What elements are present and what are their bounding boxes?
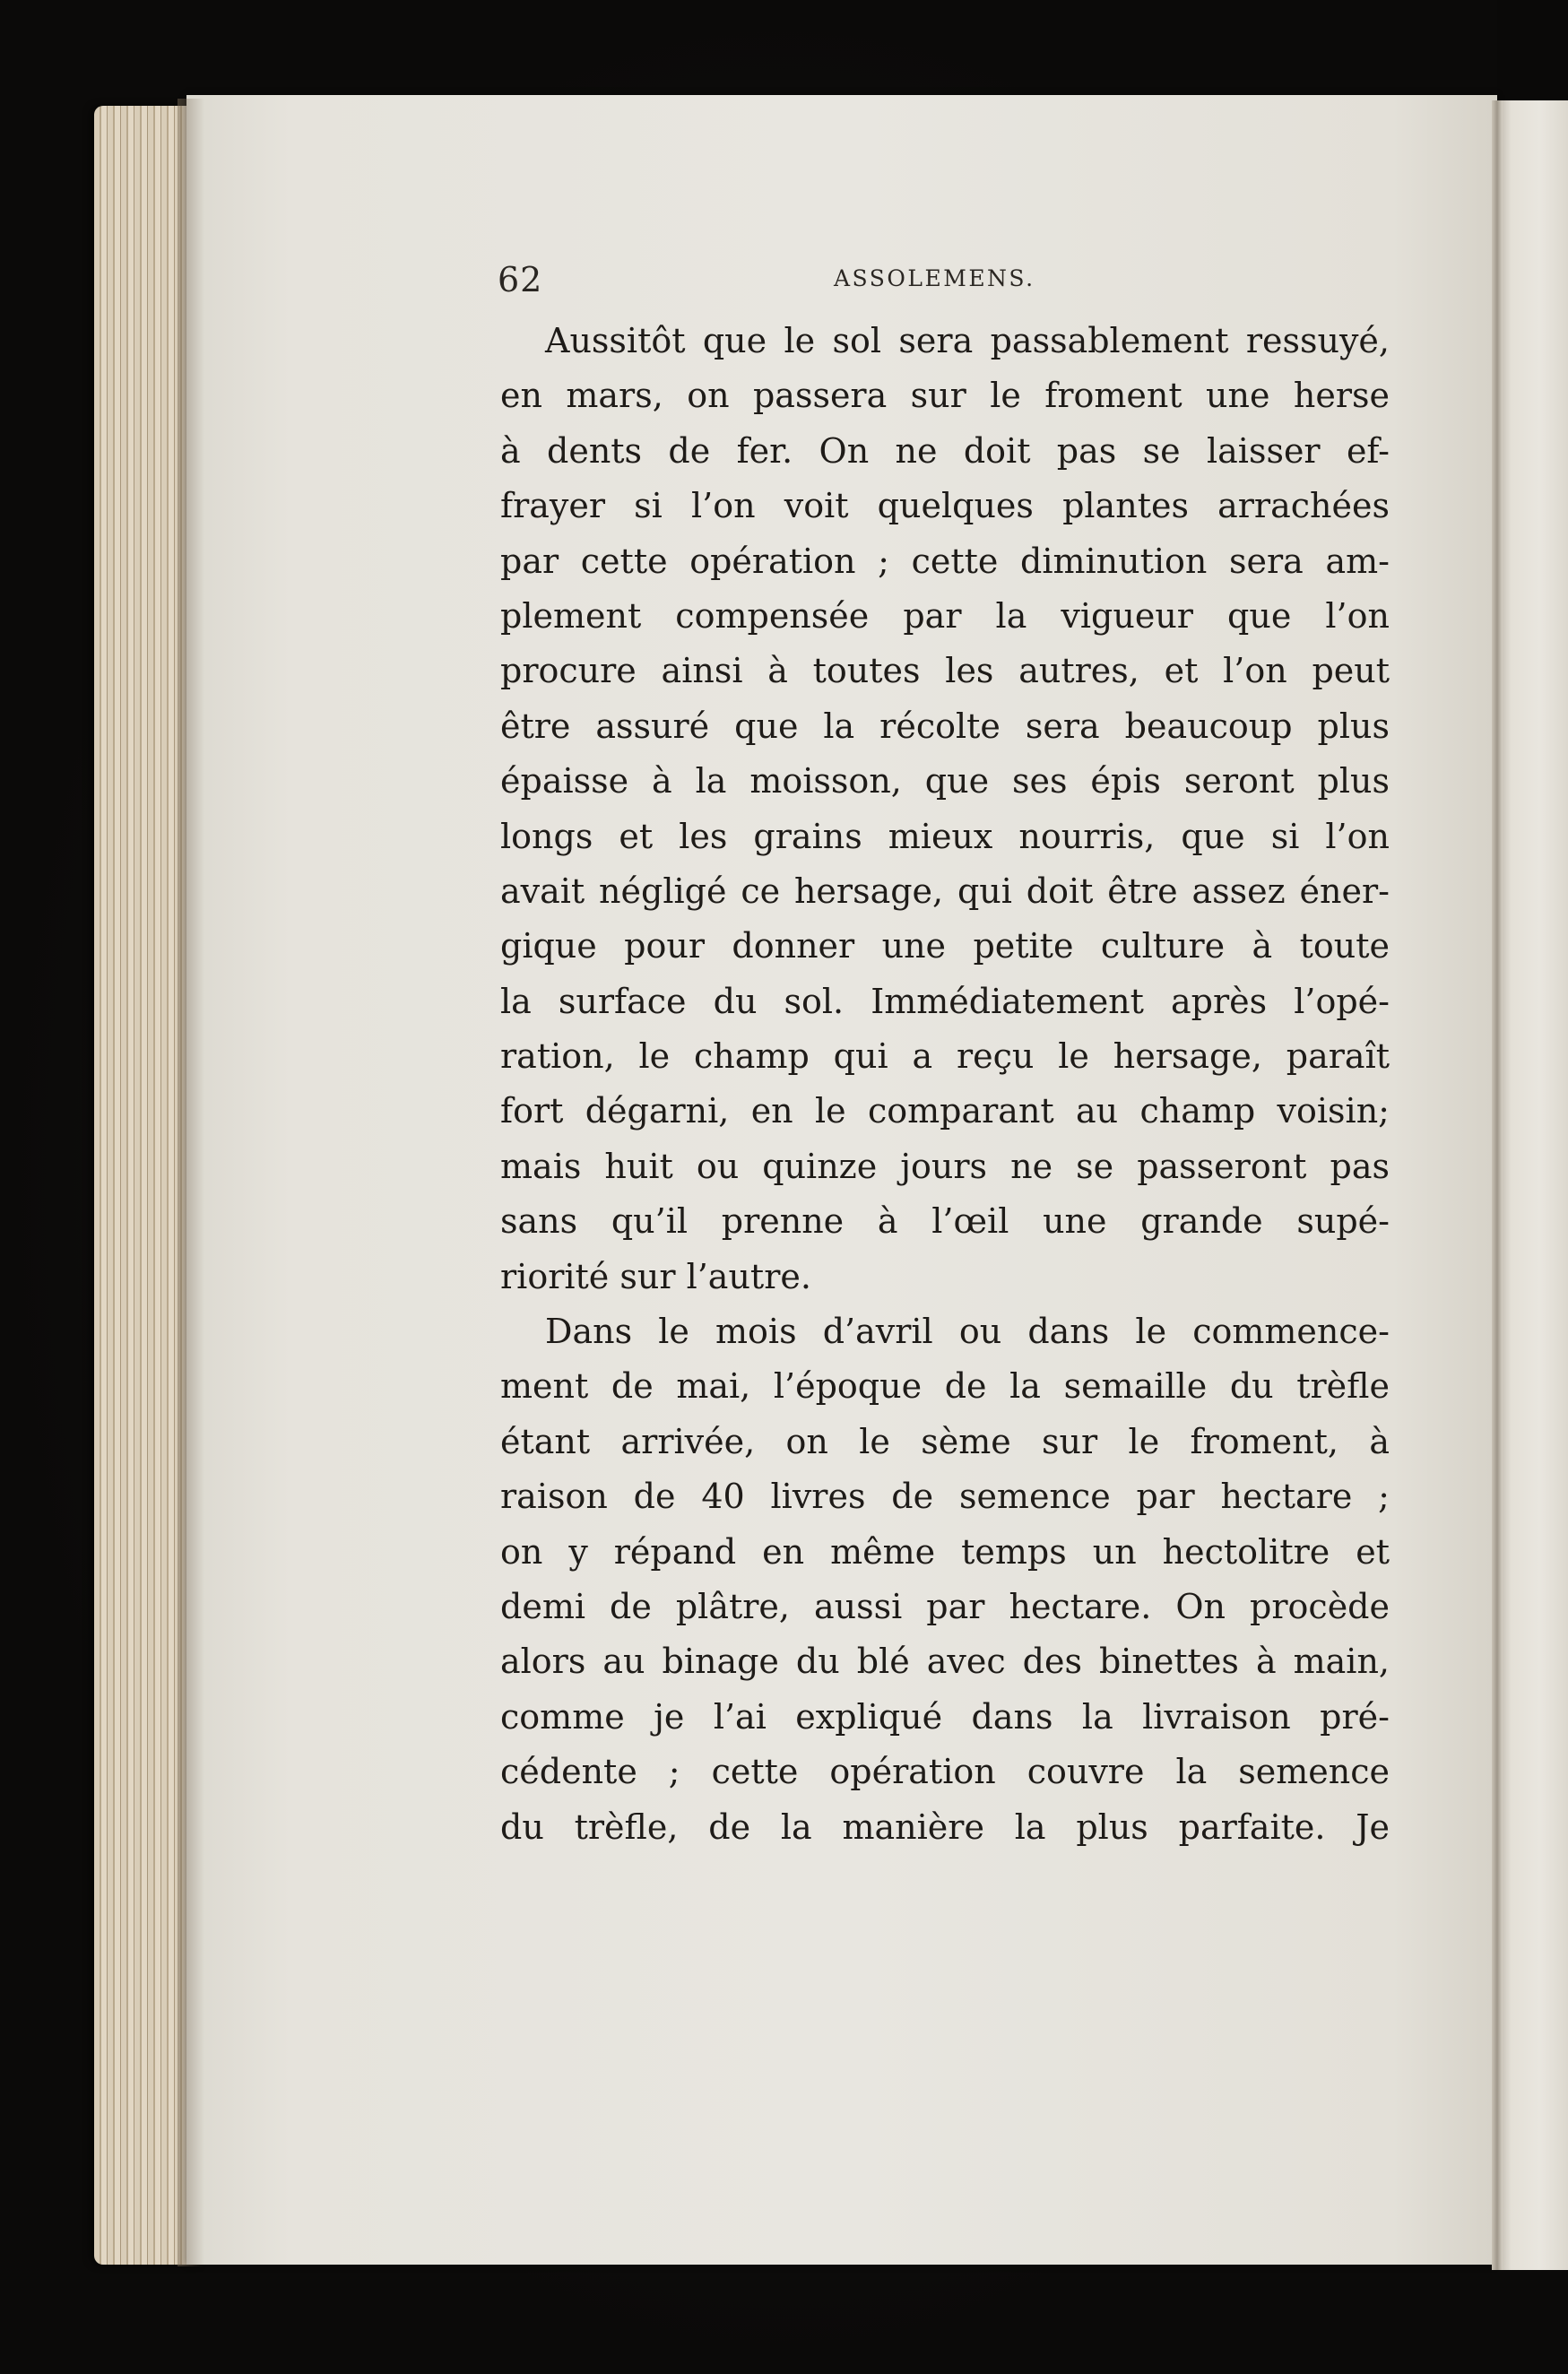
text-line: procure ainsi à toutes les autres, et l’on peut bbox=[500, 651, 1390, 691]
text-line: mais huit ou quinze jours ne se passeront pas bbox=[500, 1146, 1390, 1186]
text-line: plement compensée par la vigueur que l’on bbox=[500, 595, 1390, 636]
text-line: Aussitôt que le sol sera passablement ressuyé, bbox=[545, 321, 1390, 360]
running-head bbox=[498, 260, 1394, 305]
paragraph-2 bbox=[500, 1304, 1390, 1855]
page-number: 62 bbox=[498, 260, 543, 299]
text-line: demi de plâtre, aussi par hectare. On procède bbox=[500, 1586, 1390, 1626]
text-line: par cette opération ; cette diminution sera am- bbox=[500, 541, 1390, 581]
body-text bbox=[500, 314, 1390, 1855]
text-line: riorité sur l’autre. bbox=[500, 1256, 811, 1296]
running-title: ASSOLEMENS. bbox=[834, 265, 1035, 291]
text-line: la surface du sol. Immédiatement après l’opé- bbox=[500, 981, 1390, 1021]
text-line: épaisse à la moisson, que ses épis seront plus bbox=[500, 761, 1390, 801]
text-line: être assuré que la récolte sera beaucoup plus bbox=[500, 706, 1390, 746]
text-line: à dents de fer. On ne doit pas se laisser ef- bbox=[500, 430, 1390, 471]
paragraph-1 bbox=[500, 314, 1390, 1304]
text-line: cédente ; cette opération couvre la semence bbox=[500, 1752, 1390, 1792]
text-line: ration, le champ qui a reçu le hersage, paraît bbox=[500, 1036, 1390, 1077]
text-line: frayer si l’on voit quelques plantes arrachées bbox=[500, 486, 1390, 526]
background-corner bbox=[1497, 0, 1568, 100]
text-line: sans qu’il prenne à l’œil une grande supé- bbox=[500, 1201, 1390, 1242]
text-line: on y répand en même temps un hectolitre et bbox=[500, 1531, 1390, 1572]
text-line: avait négligé ce hersage, qui doit être assez éner- bbox=[500, 871, 1390, 911]
text-line: Dans le mois d’avril ou dans le commence- bbox=[545, 1312, 1390, 1352]
text-line: longs et les grains mieux nourris, que si l’on bbox=[500, 816, 1390, 856]
text-line: du trèfle, de la manière la plus parfaite. Je bbox=[500, 1806, 1390, 1847]
page-edge-shadow bbox=[178, 99, 204, 2266]
text-line: en mars, on passera sur le froment une herse bbox=[500, 376, 1390, 416]
text-line: ment de mai, l’époque de la semaille du trèfle bbox=[500, 1366, 1390, 1407]
text-line: gique pour donner une petite culture à toute bbox=[500, 926, 1390, 966]
text-line: fort dégarni, en le comparant au champ voisin; bbox=[500, 1091, 1390, 1131]
text-line: alors au binage du blé avec des binettes à main, bbox=[500, 1642, 1390, 1682]
text-line: raison de 40 livres de semence par hectare ; bbox=[500, 1477, 1390, 1517]
text-line: étant arrivée, on le sème sur le froment, à bbox=[500, 1421, 1390, 1461]
book-gutter bbox=[1492, 100, 1503, 2270]
facing-page bbox=[1497, 100, 1568, 2270]
text-line: comme je l’ai expliqué dans la livraison pré- bbox=[500, 1696, 1390, 1737]
